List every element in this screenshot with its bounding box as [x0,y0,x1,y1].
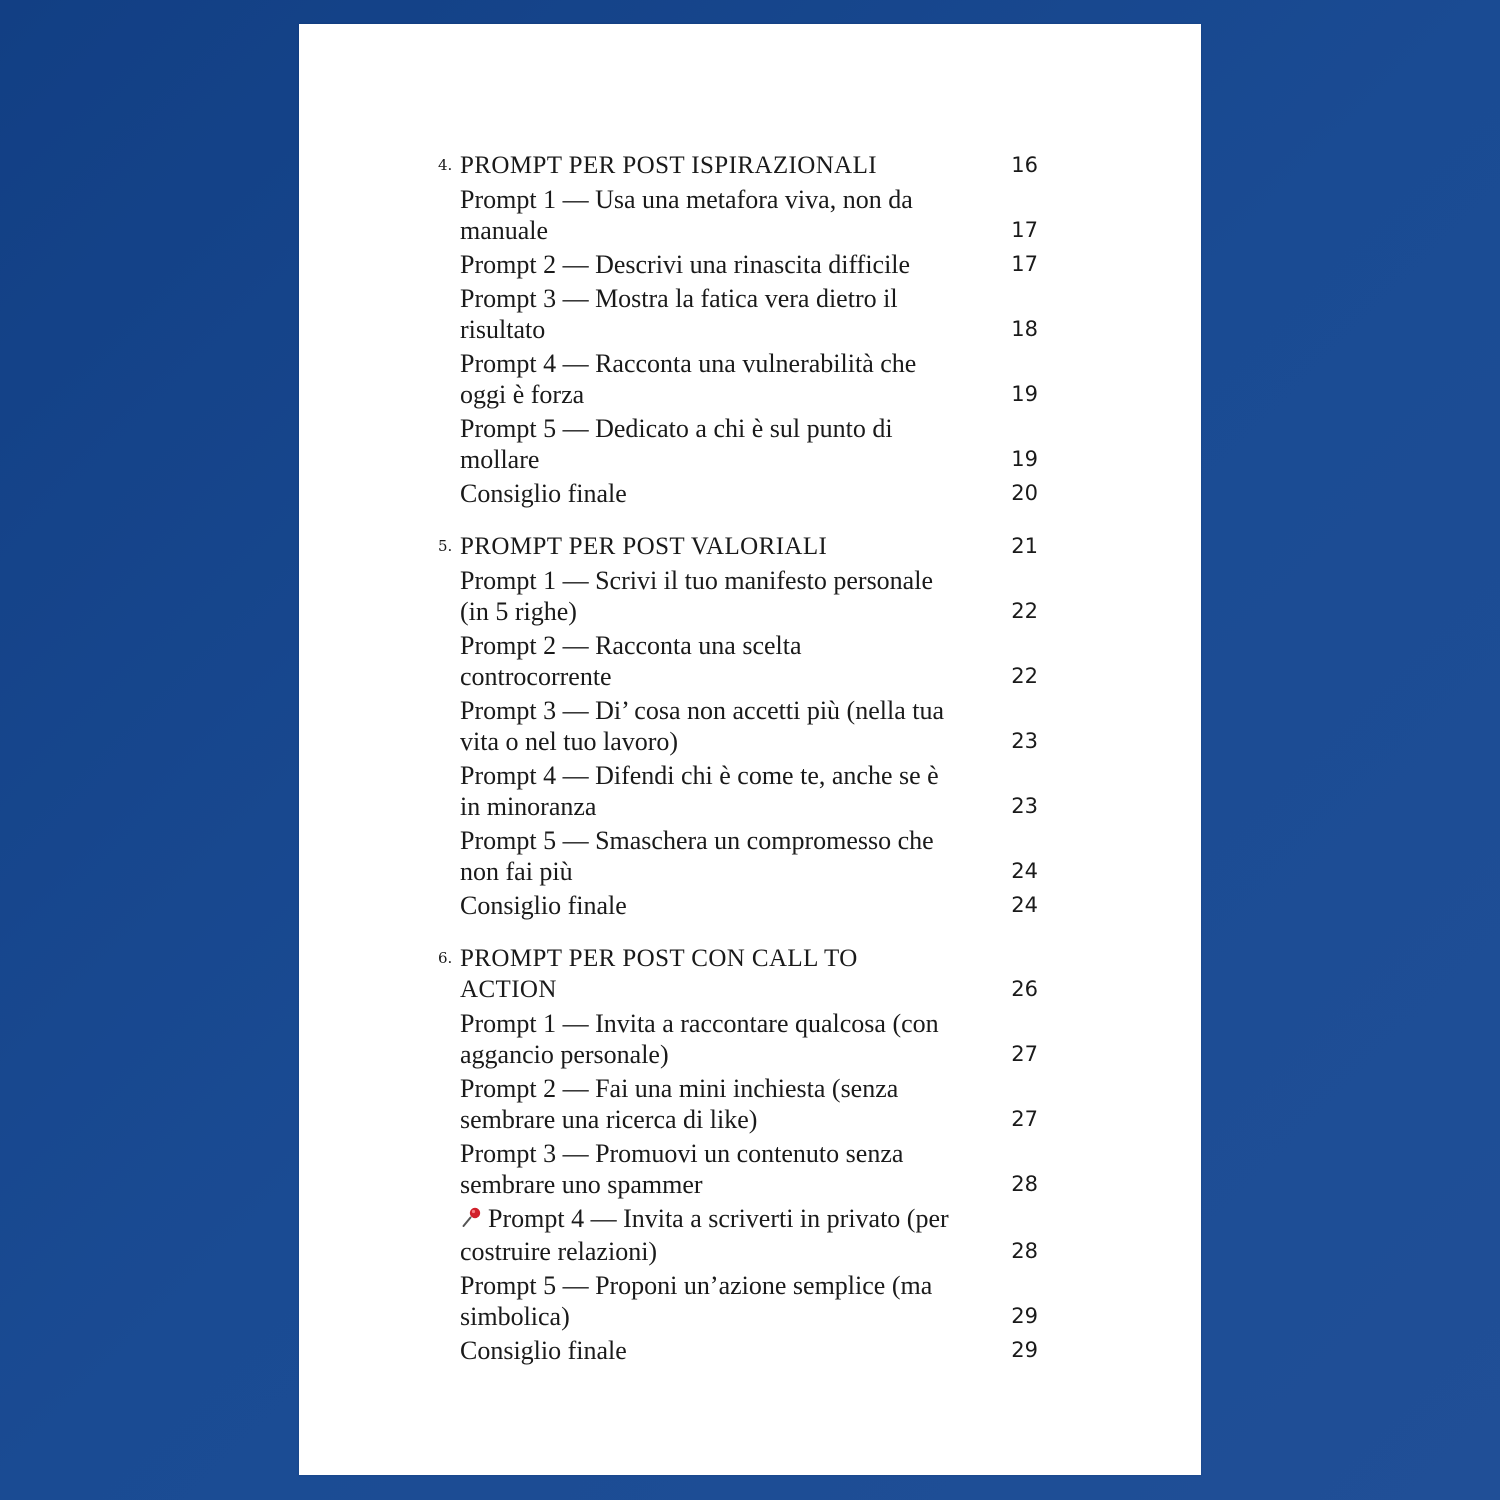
entry-title: Prompt 3 — Di’ cosa non accetti più (nella tua vita o nel tuo lavoro) [460,696,944,756]
toc-entry [438,565,1048,627]
toc-entry [438,478,1048,509]
toc-entry [438,890,1048,921]
entry-title: Prompt 4 — Racconta una vulnerabilità che oggi è forza [460,349,917,409]
table-of-contents [438,150,1048,1369]
page-number: 18 [1011,317,1038,341]
page-number: 22 [1011,664,1038,688]
page-number: 24 [1011,893,1038,917]
toc-section-4 [438,150,1048,509]
section-title: PROMPT PER POST ISPIRAZIONALI [460,152,878,179]
toc-heading-row [438,150,1048,181]
entry-title: Prompt 5 — Proponi un’azione semplice (ma simbolica) [460,1271,933,1331]
toc-entry [438,413,1048,475]
entry-title: Prompt 1 — Invita a raccontare qualcosa (con aggancio personale) [460,1009,939,1069]
toc-entry [438,1270,1048,1332]
page-number: 22 [1011,599,1038,623]
entry-title: Prompt 5 — Dedicato a chi è sul punto di mollare [460,414,893,474]
page-number: 29 [1011,1304,1038,1328]
toc-entry [438,283,1048,345]
entry-title: Prompt 5 — Smaschera un compromesso che non fai più [460,826,934,886]
toc-entry [438,1073,1048,1135]
toc-entry [438,760,1048,822]
toc-entry [438,348,1048,410]
entry-title: Prompt 3 — Mostra la fatica vera dietro il risultato [460,284,898,344]
entry-title: Prompt 1 — Scrivi il tuo manifesto personale (in 5 righe) [460,566,933,626]
section-title: PROMPT PER POST CON CALL TO ACTION [460,945,858,1003]
entry-title: Consiglio finale [460,1336,627,1365]
toc-section-6 [438,943,1048,1366]
toc-entry [438,1008,1048,1070]
page-number: 28 [1011,1172,1038,1196]
page-number: 27 [1011,1042,1038,1066]
entry-title: Consiglio finale [460,891,627,920]
toc-entry [438,1335,1048,1366]
entry-title: Prompt 2 — Descrivi una rinascita difficile [460,250,911,279]
page-number: 19 [1011,447,1038,471]
page-number: 24 [1011,859,1038,883]
toc-entry [438,184,1048,246]
toc-entry [438,1138,1048,1200]
page-number: 19 [1011,382,1038,406]
entry-title: Prompt 3 — Promuovi un contenuto senza sembrare uno spammer [460,1139,904,1199]
entry-title: Prompt 1 — Usa una metafora viva, non da manuale [460,185,913,245]
pushpin-icon [460,1205,484,1236]
toc-entry [438,249,1048,280]
page-number: 27 [1011,1107,1038,1131]
toc-entry [438,1203,1048,1267]
page-number: 23 [1011,729,1038,753]
toc-heading-row [438,531,1048,562]
section-number: 6. [438,949,453,967]
page-number: 28 [1011,1239,1038,1263]
toc-heading-row [438,943,1048,1005]
page-number: 17 [1011,252,1038,276]
entry-title-with-pin [460,1203,950,1267]
page-number: 21 [1011,534,1038,558]
section-number: 4. [438,156,453,174]
section-number: 5. [438,537,453,555]
entry-title: Prompt 2 — Racconta una scelta controcorrente [460,631,802,691]
entry-title: Prompt 4 — Difendi chi è come te, anche se è in minoranza [460,761,939,821]
page-number: 16 [1011,153,1038,177]
page-number: 23 [1011,794,1038,818]
toc-entry [438,630,1048,692]
page-number: 29 [1011,1338,1038,1362]
entry-title: Consiglio finale [460,479,627,508]
entry-title: Prompt 4 — Invita a scriverti in privato (per costruire relazioni) [460,1204,949,1266]
toc-section-5 [438,531,1048,921]
section-title: PROMPT PER POST VALORIALI [460,533,828,560]
page-number: 17 [1011,218,1038,242]
toc-entry [438,695,1048,757]
entry-title: Prompt 2 — Fai una mini inchiesta (senza sembrare una ricerca di like) [460,1074,899,1134]
page-number: 26 [1011,977,1038,1001]
toc-entry [438,825,1048,887]
page-number: 20 [1011,481,1038,505]
